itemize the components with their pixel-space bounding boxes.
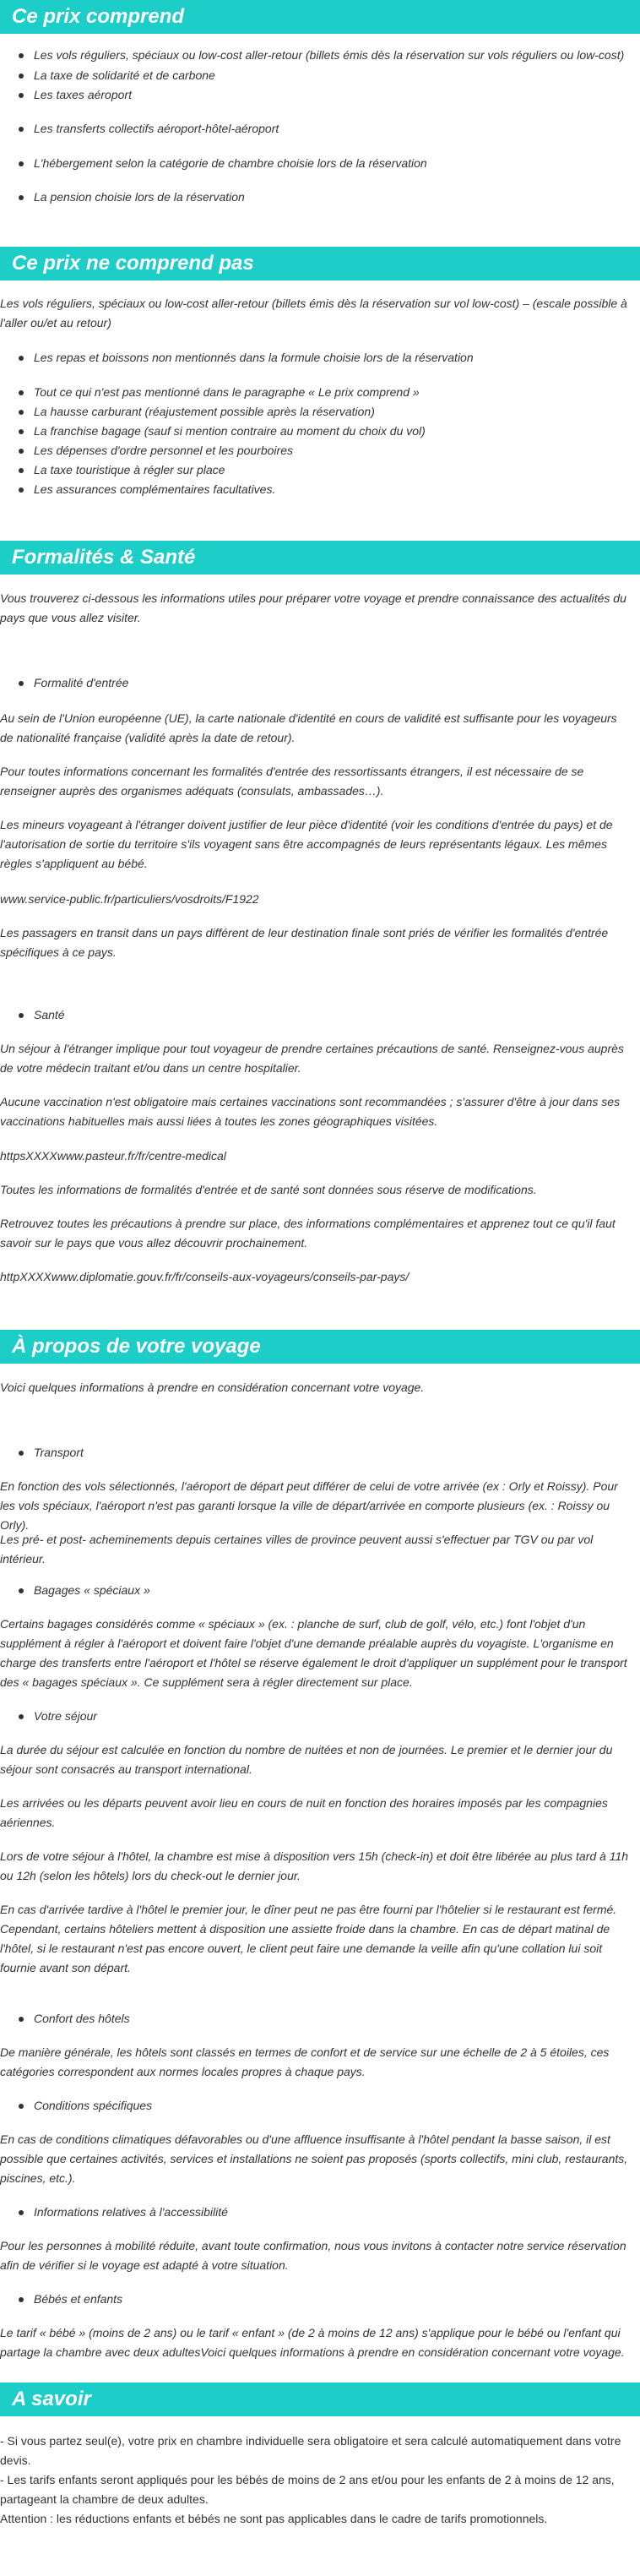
list-item: Les dépenses d'ordre personnel et les pourboires: [34, 441, 625, 460]
link-diplomatie[interactable]: httpXXXXwww.diplomatie.gouv.fr/fr/conseils-aux-voyageurs/conseils-par-pays/: [0, 1270, 409, 1283]
list-item: Les transferts collectifs aéroport-hôtel-aéroport: [34, 119, 625, 139]
section-prix-comprend: [0, 0, 640, 34]
section-prix-ne-comprend: [0, 247, 640, 280]
list-item: Les vols réguliers, spéciaux ou low-cost aller-retour (billets émis dès la réservation sur vols réguliers ou low-cost): [34, 46, 625, 65]
paragraph: Toutes les informations de formalités d'entrée et de santé sont données sous réserve de modifications.: [0, 1183, 537, 1196]
list-item: Les repas et boissons non mentionnés dans la formule choisie lors de la réservation: [34, 348, 625, 368]
paragraph: Pour les personnes à mobilité réduite, avant toute confirmation, nous vous invitons à contacter notre service réservation afin de vérifier si le voyage est adapté à votre situation.: [0, 2239, 626, 2272]
subsection-label-accessibilite: Informations relatives à l'accessibilité: [34, 2203, 625, 2222]
paragraph: Lors de votre séjour à l'hôtel, la chambre est mise à disposition vers 15h (check-in) et doit être libérée au plus tard à 11h ou 12h (selon les hôtels) lors du check-out le dernier jour.: [0, 1849, 629, 1882]
subsection-label-bebes: Bébés et enfants: [34, 2290, 625, 2309]
section-title-a-savoir: A savoir: [0, 2383, 640, 2416]
subsection-label-confort: Confort des hôtels: [34, 2009, 625, 2029]
section-title-prix-comprend: Ce prix comprend: [0, 0, 640, 34]
paragraph: Au sein de l'Union européenne (UE), la carte nationale d'identité en cours de validité est suffisante pour les voyageurs de nationalité française (validité après la date de retour).: [0, 711, 617, 744]
paragraph: Les mineurs voyageant à l'étranger doivent justifier de leur pièce d'identité (voir les conditions d'entrée du pays) et de l'autorisation de sortie du territoire s'ils voyagent sans être accompagnés de leurs représentants légaux. Les mêmes règles s'appliquent au bébé.: [0, 818, 613, 870]
subsection-label-formalite-entree: Formalité d'entrée: [34, 673, 625, 693]
subsection-label-bagages: Bagages « spéciaux »: [34, 1581, 625, 1600]
paragraph: En cas de conditions climatiques défavorables ou d'une affluence insuffisante à l'hôtel pendant la basse saison, il est possible que certaines activités, services et installations ne soient pas proposés (sports collectifs, mini club, restaurants, piscines, etc.).: [0, 2132, 628, 2185]
paragraph: Retrouvez toutes les précautions à prendre sur place, des informations complémentaires et apprenez tout ce qu'il faut savoir sur le pays que vous allez découvrir prochainement.: [0, 1217, 616, 1250]
subsection-label-conditions: Conditions spécifiques: [34, 2096, 625, 2116]
paragraph: - Les tarifs enfants seront appliqués pour les bébés de moins de 2 ans et/ou pour les enfants de 2 à moins de 12 ans, partageant la chambre de deux adultes.: [0, 2473, 615, 2506]
list-item: La franchise bagage (sauf si mention contraire au moment du choix du vol): [34, 422, 625, 441]
paragraph: Certains bagages considérés comme « spéciaux » (ex. : planche de surf, club de golf, vélo, etc.) font l'objet d'un supplément à régler à l'aéroport et doivent faire l'objet d'une demande préalable auprès du voyagiste. L'organisme en charge des transferts entre l'aéroport et l'hôtel se réserve également le droit d'appliquer un supplément pour le transport des « bagages spéciaux ». Ce supplément sera à régler directement sur place.: [0, 1617, 627, 1689]
link-service-public[interactable]: www.service-public.fr/particuliers/vosdroits/F1922: [0, 892, 259, 906]
intro-paragraph: Vous trouverez ci-dessous les informations utiles pour préparer votre voyage et prendre connaissance des actualités du pays que vous allez visiter.: [0, 591, 626, 624]
section-a-savoir: [0, 2383, 640, 2416]
intro-paragraph: Les vols réguliers, spéciaux ou low-cost aller-retour (billets émis dès la réservation sur vol low-cost) – (escale possible à l'aller ou/et au retour): [0, 297, 627, 329]
list-item: Tout ce qui n'est pas mentionné dans le paragraphe « Le prix comprend »: [34, 383, 625, 402]
section-a-propos-voyage: [0, 1330, 640, 1364]
subsection-label-transport: Transport: [34, 1443, 625, 1462]
link-pasteur[interactable]: httpsXXXXwww.pasteur.fr/fr/centre-medical: [0, 1149, 226, 1163]
list-item: Les taxes aéroport: [34, 85, 625, 105]
section-title-formalites-sante: Formalités & Santé: [0, 541, 640, 575]
intro-paragraph: Voici quelques informations à prendre en considération concernant votre voyage.: [0, 1381, 425, 1394]
list-item: L'hébergement selon la catégorie de chambre choisie lors de la réservation: [34, 154, 625, 173]
section-title-prix-ne-comprend: Ce prix ne comprend pas: [0, 247, 640, 280]
paragraph: En cas d'arrivée tardive à l'hôtel le premier jour, le dîner peut ne pas être fourni par l'hôtelier si le restaurant est fermé. Cependant, certains hôteliers mettent à disposition une assiette froide dans la chambre. En cas de départ matinal de l'hôtel, si le restaurant n'est pas encore ouvert, le client peut faire une demande la veille afin qu'une collation lui soit fournie avant son départ.: [0, 1903, 617, 1974]
paragraph: Le tarif « bébé » (moins de 2 ans) ou le tarif « enfant » (de 2 à moins de 12 ans) s'applique pour le bébé ou l'enfant qui partage la chambre avec deux adultesVoici quelques informations à prendre en considération concernant votre voyage.: [0, 2326, 625, 2359]
paragraph: De manière générale, les hôtels sont classés en termes de confort et de service sur une échelle de 2 à 5 étoiles, ces catégories correspondent aux normes locales propres à chaque pays.: [0, 2045, 610, 2078]
paragraph: Les arrivées ou les départs peuvent avoir lieu en cours de nuit en fonction des horaires imposés par les compagnies aériennes.: [0, 1796, 608, 1829]
section-formalites-sante: [0, 541, 640, 575]
paragraph: - Si vous partez seul(e), votre prix en chambre individuelle sera obligatoire et sera calculé automatiquement dans votre devis.: [0, 2434, 621, 2467]
paragraph: Attention : les réductions enfants et bébés ne sont pas applicables dans le cadre de tarifs promotionnels.: [0, 2512, 548, 2525]
paragraph: Les passagers en transit dans un pays différent de leur destination finale sont priés de vérifier les formalités d'entrée spécifiques à ce pays.: [0, 926, 609, 959]
section-title-a-propos-voyage: À propos de votre voyage: [0, 1330, 640, 1364]
subsection-label-sejour: Votre séjour: [34, 1707, 625, 1726]
paragraph: Un séjour à l'étranger implique pour tout voyageur de prendre certaines précautions de santé. Renseignez-vous auprès de votre médecin traitant et/ou dans un centre hospitalier.: [0, 1042, 624, 1075]
list-item: La taxe de solidarité et de carbone: [34, 66, 625, 85]
paragraph: La durée du séjour est calculée en fonction du nombre de nuitées et non de journées. Le premier et le dernier jour du séjour sont consacrés au transport international.: [0, 1743, 613, 1776]
paragraph: Les pré- et post- acheminements depuis certaines villes de province peuvent aussi s'effectuer par TGV ou par vol intérieur.: [0, 1533, 594, 1566]
paragraph: Pour toutes informations concernant les formalités d'entrée des ressortissants étrangers, il est nécessaire de se renseigner auprès des organismes adéquats (consulats, ambassades…).: [0, 765, 584, 798]
list-item: Les assurances complémentaires facultatives.: [34, 480, 625, 499]
paragraph: Aucune vaccination n'est obligatoire mais certaines vaccinations sont recommandées ; s'assurer d'être à jour dans ses vaccinations habituelles mais aussi liées à toutes les zones géographiques visitées.: [0, 1095, 621, 1128]
list-item: La hausse carburant (réajustement possible après la réservation): [34, 402, 625, 422]
paragraph: En fonction des vols sélectionnés, l'aéroport de départ peut différer de celui de votre arrivée (ex : Orly et Roissy). Pour les vols spéciaux, l'aéroport n'est pas garanti lorsque la ville de départ/arrivée en comporte plusieurs (ex. : Roissy ou Orly).: [0, 1479, 618, 1532]
list-item: La taxe touristique à régler sur place: [34, 460, 625, 480]
subsection-label-sante: Santé: [34, 1005, 625, 1025]
list-item: La pension choisie lors de la réservation: [34, 188, 625, 207]
